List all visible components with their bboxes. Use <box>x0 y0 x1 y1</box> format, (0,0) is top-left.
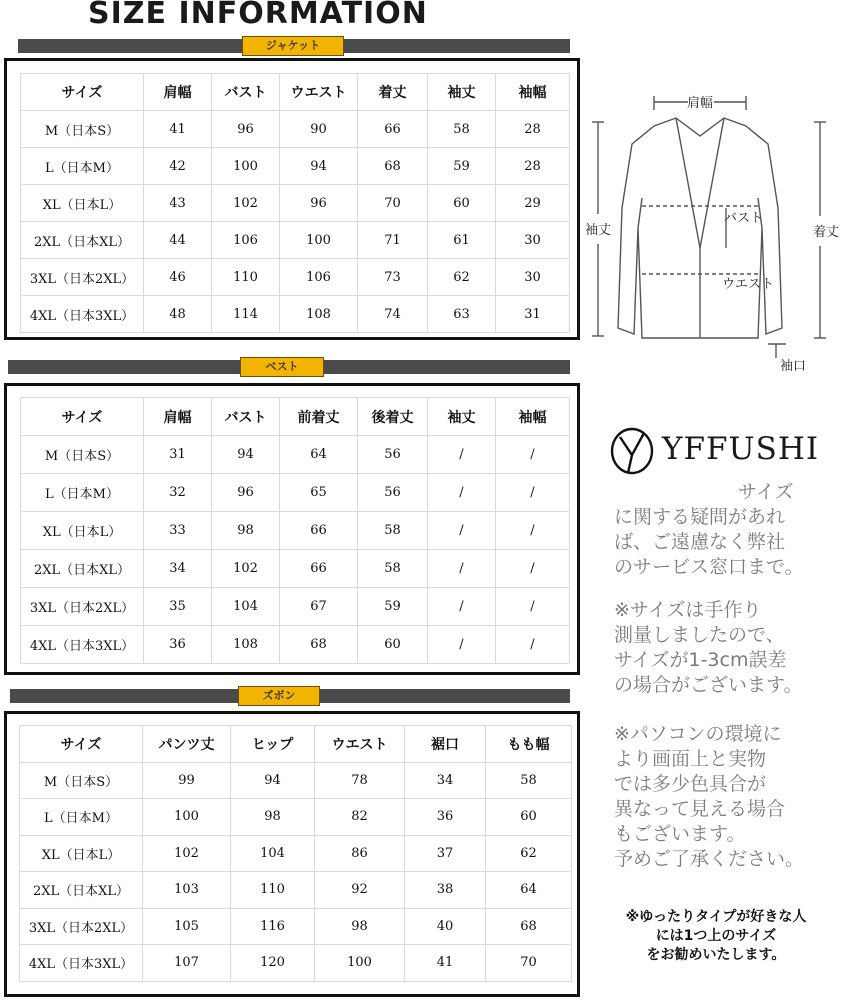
table-row <box>21 512 570 550</box>
table-cell: 64 <box>486 872 572 909</box>
column-header: パンツ丈 <box>143 726 231 763</box>
table-cell: 108 <box>280 296 358 333</box>
table-cell: 73 <box>358 259 428 296</box>
table-cell: 32 <box>144 474 212 512</box>
table-cell: 56 <box>358 436 428 474</box>
table-cell: 2XL（日本XL） <box>21 550 144 588</box>
column-header: 肩幅 <box>144 74 212 111</box>
column-header: バスト <box>212 398 280 436</box>
jacket-collar <box>676 118 724 248</box>
table-cell: 28 <box>496 148 570 185</box>
note-fit <box>596 908 836 965</box>
table-cell: M（日本S） <box>20 762 143 799</box>
table-cell: 60 <box>486 799 572 836</box>
table-cell: 63 <box>428 296 496 333</box>
table-cell: 100 <box>280 222 358 259</box>
table-cell: 96 <box>212 474 280 512</box>
column-header: 袖丈 <box>428 398 496 436</box>
table-cell: 3XL（日本2XL） <box>21 259 144 296</box>
column-header: 裾口 <box>405 726 486 763</box>
table-cell: / <box>496 474 570 512</box>
table-row <box>21 148 570 185</box>
table-cell: 31 <box>144 436 212 474</box>
column-header: ウエスト <box>280 74 358 111</box>
table-cell: 102 <box>143 835 231 872</box>
column-header: 着丈 <box>358 74 428 111</box>
table-cell: 56 <box>358 474 428 512</box>
table-cell: 34 <box>405 762 486 799</box>
note-fit-line: には1つ上のサイズ <box>655 928 777 944</box>
table-row <box>20 908 572 945</box>
table-cell: 86 <box>315 835 405 872</box>
table-cell: 66 <box>280 512 358 550</box>
table-row <box>21 222 570 259</box>
table-cell: 4XL（日本3XL） <box>21 626 144 664</box>
table-cell: L（日本M） <box>21 148 144 185</box>
table-cell: 108 <box>212 626 280 664</box>
column-header: ヒップ <box>231 726 315 763</box>
table-cell: 78 <box>315 762 405 799</box>
table-cell: 74 <box>358 296 428 333</box>
pants-section-label: ズボン <box>238 686 320 706</box>
table-cell: / <box>496 626 570 664</box>
table-row <box>21 259 570 296</box>
table-cell: L（日本M） <box>20 799 143 836</box>
table-cell: 102 <box>212 550 280 588</box>
note-color-line: 異なって見える場合 <box>614 798 786 820</box>
table-cell: 43 <box>144 185 212 222</box>
table-cell: 36 <box>405 799 486 836</box>
sleeve-length-label: 袖丈 <box>584 223 612 238</box>
shoulder-label: 肩幅 <box>686 96 714 111</box>
table-cell: 59 <box>358 588 428 626</box>
body-length-label: 着丈 <box>812 225 840 240</box>
table-row <box>20 799 572 836</box>
note-color-line: 予めご了承ください。 <box>614 848 805 870</box>
table-cell: 30 <box>496 222 570 259</box>
table-cell: 103 <box>143 872 231 909</box>
table-row <box>21 626 570 664</box>
column-header: 後着丈 <box>358 398 428 436</box>
table-cell: 100 <box>143 799 231 836</box>
column-header: 袖丈 <box>428 74 496 111</box>
table-cell: 68 <box>280 626 358 664</box>
note-contact-line: のサービス窓口まで。 <box>614 556 804 578</box>
page-title: SIZE INFORMATION <box>88 0 428 31</box>
table-cell: 38 <box>405 872 486 909</box>
table-cell: 58 <box>428 111 496 148</box>
table-cell: XL（日本L） <box>21 512 144 550</box>
table-cell: 59 <box>428 148 496 185</box>
brand-logo <box>608 423 828 479</box>
table-cell: 29 <box>496 185 570 222</box>
note-measure-line: の場合がございます。 <box>614 674 803 696</box>
table-cell: / <box>496 550 570 588</box>
table-row <box>21 185 570 222</box>
table-cell: 60 <box>358 626 428 664</box>
table-cell: 102 <box>212 185 280 222</box>
table-cell: / <box>496 588 570 626</box>
column-header: 袖幅 <box>496 74 570 111</box>
table-cell: 42 <box>144 148 212 185</box>
table-row <box>21 296 570 333</box>
table-cell: 44 <box>144 222 212 259</box>
note-color-line: もございます。 <box>614 823 746 845</box>
table-cell: 28 <box>496 111 570 148</box>
note-measure-line: ※サイズは手作り <box>614 599 762 621</box>
column-header: 前着丈 <box>280 398 358 436</box>
table-cell: / <box>496 436 570 474</box>
jacket-size-table <box>20 73 570 333</box>
cuff-label: 袖口 <box>779 359 807 374</box>
table-cell: 70 <box>358 185 428 222</box>
table-header-row <box>21 74 570 111</box>
table-cell: 62 <box>486 835 572 872</box>
column-header: 袖幅 <box>496 398 570 436</box>
brand-name: YFFUSHI <box>662 431 820 467</box>
table-cell: 40 <box>405 908 486 945</box>
table-cell: 31 <box>496 296 570 333</box>
table-cell: 2XL（日本XL） <box>20 872 143 909</box>
table-cell: XL（日本L） <box>20 835 143 872</box>
table-cell: M（日本S） <box>21 111 144 148</box>
table-cell: / <box>428 474 496 512</box>
table-cell: 46 <box>144 259 212 296</box>
vest-section-bar <box>8 360 570 374</box>
table-cell: 106 <box>280 259 358 296</box>
table-cell: 100 <box>212 148 280 185</box>
table-cell: 62 <box>428 259 496 296</box>
table-row <box>21 474 570 512</box>
table-cell: 82 <box>315 799 405 836</box>
table-cell: 61 <box>428 222 496 259</box>
note-measure-line: サイズが1-3cm誤差 <box>614 649 787 671</box>
table-cell: 65 <box>280 474 358 512</box>
table-cell: 98 <box>231 799 315 836</box>
table-cell: 67 <box>280 588 358 626</box>
table-cell: 64 <box>280 436 358 474</box>
table-cell: 94 <box>212 436 280 474</box>
table-cell: 66 <box>280 550 358 588</box>
table-cell: 34 <box>144 550 212 588</box>
jacket-measurement-diagram <box>584 88 844 388</box>
note-color-line: ※パソコンの環境に <box>614 723 782 745</box>
jacket-section-bar <box>18 39 570 53</box>
column-header: サイズ <box>20 726 143 763</box>
column-header: バスト <box>212 74 280 111</box>
table-cell: 68 <box>358 148 428 185</box>
table-cell: 48 <box>144 296 212 333</box>
table-cell: 4XL（日本3XL） <box>21 296 144 333</box>
table-cell: 110 <box>231 872 315 909</box>
table-row <box>20 872 572 909</box>
table-cell: 116 <box>231 908 315 945</box>
table-cell: 58 <box>358 512 428 550</box>
column-header: もも幅 <box>486 726 572 763</box>
table-cell: 71 <box>358 222 428 259</box>
table-row <box>21 111 570 148</box>
table-cell: / <box>428 626 496 664</box>
table-cell: 106 <box>212 222 280 259</box>
table-cell: 37 <box>405 835 486 872</box>
table-cell: 98 <box>315 908 405 945</box>
table-cell: 105 <box>143 908 231 945</box>
table-row <box>20 835 572 872</box>
column-header: サイズ <box>21 74 144 111</box>
table-row <box>21 550 570 588</box>
note-color-line: では多少色具合が <box>614 773 767 795</box>
column-header: 肩幅 <box>144 398 212 436</box>
table-cell: 3XL（日本2XL） <box>21 588 144 626</box>
table-cell: L（日本M） <box>21 474 144 512</box>
table-cell: / <box>496 512 570 550</box>
table-cell: 92 <box>315 872 405 909</box>
table-cell: 114 <box>212 296 280 333</box>
table-cell: / <box>428 588 496 626</box>
table-cell: XL（日本L） <box>21 185 144 222</box>
table-cell: 94 <box>280 148 358 185</box>
table-cell: 60 <box>428 185 496 222</box>
table-cell: 36 <box>144 626 212 664</box>
table-cell: 58 <box>358 550 428 588</box>
table-cell: 100 <box>315 945 405 982</box>
table-cell: 68 <box>486 908 572 945</box>
table-cell: 66 <box>358 111 428 148</box>
table-cell: 3XL（日本2XL） <box>20 908 143 945</box>
pants-size-table <box>19 725 572 982</box>
jacket-section-label: ジャケット <box>242 36 344 56</box>
note-fit-line: をお勧めいたします。 <box>646 947 786 963</box>
table-cell: 58 <box>486 762 572 799</box>
table-cell: 104 <box>212 588 280 626</box>
table-cell: 110 <box>212 259 280 296</box>
column-header: サイズ <box>21 398 144 436</box>
table-cell: 120 <box>231 945 315 982</box>
table-cell: / <box>428 436 496 474</box>
vest-size-table <box>20 397 570 664</box>
table-cell: 98 <box>212 512 280 550</box>
table-cell: 41 <box>144 111 212 148</box>
note-fit-line: ※ゆったりタイプが好きな人 <box>625 909 807 925</box>
note-contact-line: ば、ご遠慮なく弊社 <box>614 531 786 553</box>
table-row <box>20 945 572 982</box>
table-cell: 96 <box>212 111 280 148</box>
table-cell: 41 <box>405 945 486 982</box>
table-cell: 107 <box>143 945 231 982</box>
bust-label: バスト <box>724 211 764 226</box>
table-cell: / <box>428 512 496 550</box>
column-header: ウエスト <box>315 726 405 763</box>
brand-mark-icon <box>608 423 658 475</box>
note-contact-line: に関する疑問があれ <box>614 506 786 528</box>
table-cell: 2XL（日本XL） <box>21 222 144 259</box>
pants-section-bar <box>10 689 570 703</box>
table-cell: M（日本S） <box>21 436 144 474</box>
note-measure-line: 測量しましたので、 <box>614 624 785 646</box>
table-cell: 70 <box>486 945 572 982</box>
note-color-line: より画面上と実物 <box>614 748 767 770</box>
table-cell: 99 <box>143 762 231 799</box>
note-contact-line: サイズ <box>738 481 794 503</box>
vest-section-label: ベスト <box>240 357 324 377</box>
table-cell: 4XL（日本3XL） <box>20 945 143 982</box>
waist-label: ウエスト <box>722 277 775 292</box>
table-row <box>21 588 570 626</box>
table-header-row <box>20 726 572 763</box>
table-cell: / <box>428 550 496 588</box>
table-cell: 33 <box>144 512 212 550</box>
table-cell: 104 <box>231 835 315 872</box>
table-cell: 90 <box>280 111 358 148</box>
table-header-row <box>21 398 570 436</box>
table-cell: 30 <box>496 259 570 296</box>
table-row <box>21 436 570 474</box>
table-row <box>20 762 572 799</box>
table-cell: 94 <box>231 762 315 799</box>
table-cell: 35 <box>144 588 212 626</box>
table-cell: 96 <box>280 185 358 222</box>
